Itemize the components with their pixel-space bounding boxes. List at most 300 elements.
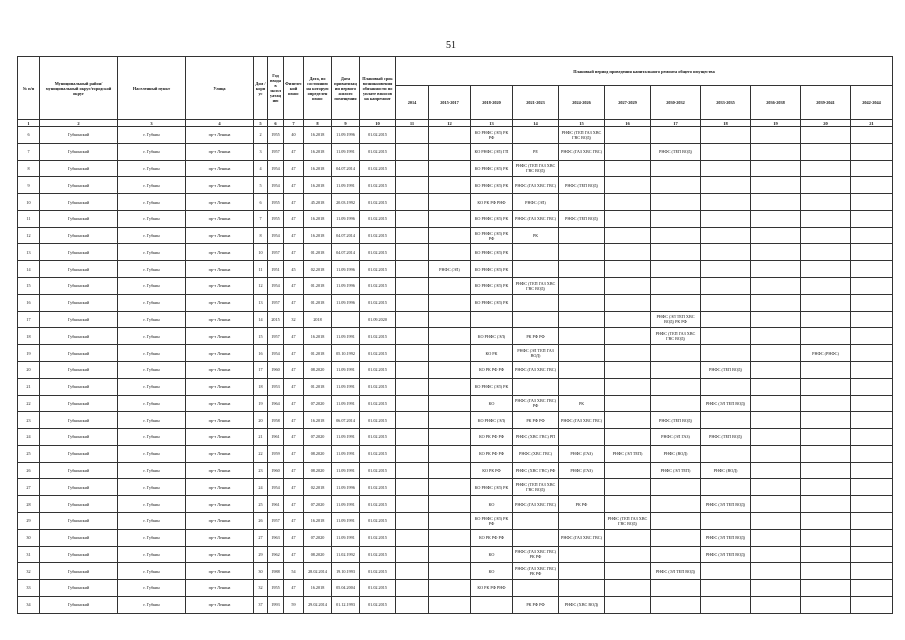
street-cell: пр-т Ленина [186, 160, 254, 177]
date-condition-cell: 16.2018 [304, 143, 332, 160]
row-number: 29 [18, 512, 40, 529]
date-obligation-cell: 01.02.2015 [360, 294, 396, 311]
date-condition-cell: 07.2020 [304, 529, 332, 546]
date-privatization-cell: 11.09.1991 [332, 445, 360, 462]
house-cell: 37 [254, 596, 268, 613]
period-cell: РНФС (ЭЛ ТЕП) [605, 445, 651, 462]
settlement-cell: г. Губкин [118, 177, 186, 194]
house-cell: 8 [254, 227, 268, 244]
period-cell [396, 160, 429, 177]
table-row [18, 328, 893, 345]
date-privatization-cell: 05.10.1992 [332, 345, 360, 362]
period-cell [851, 395, 893, 412]
period-cell [396, 227, 429, 244]
table-row [18, 462, 893, 479]
wear-cell: 47 [284, 395, 304, 412]
period-cell: РНФС (ГАЗ ХВС ГВС) [513, 496, 559, 513]
wear-cell: 47 [284, 227, 304, 244]
wear-cell: 47 [284, 160, 304, 177]
year-cell: 1963 [268, 529, 284, 546]
period-cell: РНФС (ЭЛ ТЕП ВОД) [651, 563, 701, 580]
period-cell [801, 512, 851, 529]
period-cell: КО РНФС (ЭЛ) РК [471, 210, 513, 227]
period-cell: РК РФ РФ [513, 328, 559, 345]
column-number: 13 [471, 120, 513, 127]
period-cell [751, 244, 801, 261]
year-cell: 1957 [268, 294, 284, 311]
period-cell [801, 529, 851, 546]
district-cell: Губкинский [40, 244, 118, 261]
year-cell: 1955 [268, 210, 284, 227]
date-privatization-cell: 11.09.1991 [332, 177, 360, 194]
district-cell: Губкинский [40, 462, 118, 479]
settlement-cell: г. Губкин [118, 563, 186, 580]
period-cell [701, 345, 751, 362]
settlement-cell: г. Губкин [118, 278, 186, 295]
period-cell [396, 429, 429, 446]
wear-cell: 47 [284, 210, 304, 227]
period-cell: РНФС (ГАЗ ХВС ГВС) [513, 177, 559, 194]
column-number: 18 [701, 120, 751, 127]
period-header: 2021-2023 [513, 86, 559, 120]
period-cell [801, 210, 851, 227]
date-privatization-cell: 04.07.2014 [332, 227, 360, 244]
period-cell [559, 429, 605, 446]
period-cell [429, 580, 471, 597]
house-cell: 24 [254, 479, 268, 496]
street-cell: пр-т Ленина [186, 529, 254, 546]
period-cell [605, 546, 651, 563]
street-cell: пр-т Ленина [186, 580, 254, 597]
period-cell [851, 462, 893, 479]
period-cell [651, 378, 701, 395]
date-privatization-cell: 19.10.1993 [332, 563, 360, 580]
district-cell: Губкинский [40, 127, 118, 144]
house-cell: 11 [254, 261, 268, 278]
wear-cell: 47 [284, 462, 304, 479]
period-cell [801, 445, 851, 462]
year-cell: 1993 [268, 596, 284, 613]
period-cell [651, 194, 701, 211]
period-cell [701, 412, 751, 429]
col-date-privatization-header: Дата приватизации первого жилого помещения [332, 57, 360, 120]
period-cell [605, 496, 651, 513]
date-condition-cell: 08.2020 [304, 361, 332, 378]
table-row [18, 429, 893, 446]
street-cell: пр-т Ленина [186, 378, 254, 395]
period-cell [701, 210, 751, 227]
period-cell [396, 596, 429, 613]
period-cell [429, 244, 471, 261]
date-obligation-cell: 01.02.2015 [360, 378, 396, 395]
district-cell: Губкинский [40, 596, 118, 613]
district-cell: Губкинский [40, 311, 118, 328]
period-cell [851, 127, 893, 144]
district-cell: Губкинский [40, 227, 118, 244]
period-cell [801, 429, 851, 446]
period-cell [851, 546, 893, 563]
settlement-cell: г. Губкин [118, 311, 186, 328]
column-number: 8 [304, 120, 332, 127]
date-privatization-cell: 04.07.2014 [332, 244, 360, 261]
column-number: 3 [118, 120, 186, 127]
period-cell: РК РФ РФ [513, 596, 559, 613]
table-row [18, 311, 893, 328]
period-cell [751, 160, 801, 177]
settlement-cell: г. Губкин [118, 479, 186, 496]
district-cell: Губкинский [40, 580, 118, 597]
period-cell: РНФС (ЭЛ ТЕП ВОД) [701, 496, 751, 513]
period-cell: РНФС (ГАЗ ХВС ГВС) РК РФ [513, 563, 559, 580]
street-cell: пр-т Ленина [186, 294, 254, 311]
date-condition-cell: 01.2018 [304, 294, 332, 311]
period-cell [396, 512, 429, 529]
period-cell: РНФС (ЭЛ ТЕП ХВС ВОД) РК РФ [651, 311, 701, 328]
period-cell [605, 596, 651, 613]
date-obligation-cell: 01.02.2015 [360, 143, 396, 160]
period-cell [751, 227, 801, 244]
date-condition-cell: 29.02.2014 [304, 596, 332, 613]
period-cell: РНФС (ЭЛ ТЕП ВОД) [701, 546, 751, 563]
district-cell: Губкинский [40, 194, 118, 211]
period-cell [396, 328, 429, 345]
year-cell: 1954 [268, 479, 284, 496]
date-condition-cell: 16.2018 [304, 512, 332, 529]
table-row [18, 512, 893, 529]
period-cell [701, 143, 751, 160]
period-cell [559, 160, 605, 177]
period-cell [429, 462, 471, 479]
period-cell [429, 345, 471, 362]
date-condition-cell: 45.2018 [304, 194, 332, 211]
period-cell [851, 445, 893, 462]
row-number: 7 [18, 143, 40, 160]
period-cell [801, 462, 851, 479]
period-cell [801, 496, 851, 513]
period-cell: КО РНФС (ЭЛ) РК [471, 278, 513, 295]
table-row [18, 529, 893, 546]
row-number: 15 [18, 278, 40, 295]
period-cell [396, 496, 429, 513]
date-privatization-cell: 11.09.1991 [332, 395, 360, 412]
period-cell [651, 294, 701, 311]
year-cell: 1988 [268, 563, 284, 580]
period-cell [851, 143, 893, 160]
period-cell [651, 227, 701, 244]
period-cell [513, 529, 559, 546]
period-cell [701, 227, 751, 244]
period-cell [801, 143, 851, 160]
house-cell: 19 [254, 395, 268, 412]
year-cell: 1960 [268, 361, 284, 378]
date-obligation-cell: 01.02.2015 [360, 345, 396, 362]
district-cell: Губкинский [40, 143, 118, 160]
wear-cell: 40 [284, 127, 304, 144]
period-cell [396, 210, 429, 227]
period-cell [701, 378, 751, 395]
year-cell: 1955 [268, 580, 284, 597]
period-cell [751, 294, 801, 311]
period-cell [559, 311, 605, 328]
house-cell: 12 [254, 278, 268, 295]
settlement-cell: г. Губкин [118, 496, 186, 513]
period-cell [605, 395, 651, 412]
period-cell [429, 479, 471, 496]
street-cell: пр-т Ленина [186, 143, 254, 160]
wear-cell: 47 [284, 445, 304, 462]
period-cell [396, 278, 429, 295]
period-cell [801, 378, 851, 395]
period-cell [605, 227, 651, 244]
period-cell: КО РНФС (ЭЛ) РК [471, 244, 513, 261]
table-row [18, 412, 893, 429]
year-cell: 1955 [268, 194, 284, 211]
col-wear-header: Физический износ [284, 57, 304, 120]
year-cell: 1957 [268, 328, 284, 345]
street-cell: пр-т Ленина [186, 412, 254, 429]
table-row [18, 160, 893, 177]
period-cell [751, 345, 801, 362]
table-row [18, 479, 893, 496]
table-row [18, 596, 893, 613]
district-cell: Губкинский [40, 563, 118, 580]
settlement-cell: г. Губкин [118, 596, 186, 613]
period-cell [801, 412, 851, 429]
wear-cell: 47 [284, 278, 304, 295]
date-condition-cell: 16.2018 [304, 227, 332, 244]
period-cell: РНФС (ХВС ГВС) РП [513, 429, 559, 446]
period-cell [801, 596, 851, 613]
period-cell [801, 278, 851, 295]
column-number: 2 [40, 120, 118, 127]
district-cell: Губкинский [40, 378, 118, 395]
settlement-cell: г. Губкин [118, 580, 186, 597]
settlement-cell: г. Губкин [118, 512, 186, 529]
date-condition-cell: 16.2018 [304, 160, 332, 177]
district-cell: Губкинский [40, 328, 118, 345]
period-cell: РНФС (ЭЛ ТЕП) [651, 462, 701, 479]
period-cell [605, 127, 651, 144]
period-cell [559, 278, 605, 295]
column-number: 20 [801, 120, 851, 127]
row-number: 8 [18, 160, 40, 177]
period-cell [429, 294, 471, 311]
period-cell [701, 261, 751, 278]
house-cell: 30 [254, 563, 268, 580]
table-row [18, 244, 893, 261]
period-cell: РНФС (ТЕП ВОД) [559, 177, 605, 194]
table-row [18, 563, 893, 580]
date-obligation-cell: 01.02.2015 [360, 479, 396, 496]
period-cell [651, 361, 701, 378]
column-number: 21 [851, 120, 893, 127]
house-cell: 18 [254, 378, 268, 395]
period-cell [429, 412, 471, 429]
period-cell [751, 496, 801, 513]
date-condition-cell: 16.2018 [304, 177, 332, 194]
period-cell: КО РК РФ РФ [471, 429, 513, 446]
year-cell: 1964 [268, 395, 284, 412]
street-cell: пр-т Ленина [186, 194, 254, 211]
date-obligation-cell: 01.09.2020 [360, 311, 396, 328]
period-cell [751, 177, 801, 194]
date-privatization-cell: 05.04.2004 [332, 580, 360, 597]
settlement-cell: г. Губкин [118, 345, 186, 362]
street-cell: пр-т Ленина [186, 596, 254, 613]
period-cell [751, 261, 801, 278]
period-cell [801, 311, 851, 328]
house-cell: 21 [254, 429, 268, 446]
period-cell: КО [471, 395, 513, 412]
row-number: 32 [18, 563, 40, 580]
period-cell [429, 395, 471, 412]
period-cell [559, 227, 605, 244]
period-cell [751, 512, 801, 529]
date-condition-cell: 16.2018 [304, 210, 332, 227]
period-cell [801, 546, 851, 563]
period-cell [605, 244, 651, 261]
row-number: 21 [18, 378, 40, 395]
period-cell: РНФС (ГАЗ) [559, 445, 605, 462]
period-cell: РНФС (ТЕП ГАЗ ХВС ГВС ВОД) [513, 479, 559, 496]
period-cell: КО РНФС (ЭЛ) ГП [471, 143, 513, 160]
row-number: 6 [18, 127, 40, 144]
street-cell: пр-т Ленина [186, 462, 254, 479]
period-cell [751, 194, 801, 211]
date-condition-cell: 07.2020 [304, 496, 332, 513]
house-cell: 20 [254, 412, 268, 429]
table-row [18, 143, 893, 160]
period-cell [605, 479, 651, 496]
period-cell: КО РНФС (ЭЛ) [471, 328, 513, 345]
col-district-header: Муниципальный район/ муниципальный округ/городской округ [40, 57, 118, 120]
period-cell [396, 395, 429, 412]
row-number: 11 [18, 210, 40, 227]
period-cell [851, 429, 893, 446]
period-cell [751, 479, 801, 496]
period-cell [559, 261, 605, 278]
period-cell: КО [471, 496, 513, 513]
period-cell: РНФС (ЭЛ ТЕП ВОД) [701, 529, 751, 546]
period-cell: КО РНФС (ЭЛ) РК [471, 177, 513, 194]
house-cell: 5 [254, 177, 268, 194]
period-cell: РНФС (ЭЛ) [429, 261, 471, 278]
period-cell [513, 244, 559, 261]
district-cell: Губкинский [40, 546, 118, 563]
table-row [18, 361, 893, 378]
period-cell [751, 378, 801, 395]
date-privatization-cell: 11.09.1991 [332, 378, 360, 395]
wear-cell: 47 [284, 529, 304, 546]
period-cell [605, 143, 651, 160]
house-cell: 6 [254, 194, 268, 211]
period-cell: РНФС (ГАЗ ХВС ГВС) РФ [513, 395, 559, 412]
period-cell [559, 378, 605, 395]
settlement-cell: г. Губкин [118, 261, 186, 278]
date-obligation-cell: 01.02.2015 [360, 210, 396, 227]
period-cell [651, 160, 701, 177]
period-cell: КО РНФС (ЭЛ) РК [471, 378, 513, 395]
row-number: 19 [18, 345, 40, 362]
house-cell: 14 [254, 311, 268, 328]
period-cell [429, 311, 471, 328]
date-privatization-cell: 04.07.2014 [332, 160, 360, 177]
date-condition-cell: 16.2018 [304, 412, 332, 429]
date-condition-cell: 08.2020 [304, 445, 332, 462]
period-cell: РК [513, 227, 559, 244]
table-row [18, 194, 893, 211]
row-number: 13 [18, 244, 40, 261]
period-cell [559, 294, 605, 311]
period-cell [605, 160, 651, 177]
period-cell [801, 361, 851, 378]
period-cell [801, 194, 851, 211]
settlement-cell: г. Губкин [118, 127, 186, 144]
district-cell: Губкинский [40, 177, 118, 194]
period-cell: РНФС (ГАЗ) [559, 462, 605, 479]
capital-repair-table [17, 56, 893, 614]
year-cell: 1954 [268, 177, 284, 194]
period-cell [751, 278, 801, 295]
period-cell: РНФС (ХВС ГВС) [513, 445, 559, 462]
period-cell [396, 546, 429, 563]
street-cell: пр-т Ленина [186, 328, 254, 345]
period-cell [429, 143, 471, 160]
period-cell [429, 378, 471, 395]
period-cell [851, 278, 893, 295]
period-header: 2036-2038 [751, 86, 801, 120]
wear-cell: 45 [284, 261, 304, 278]
table-row [18, 261, 893, 278]
period-cell [513, 378, 559, 395]
date-obligation-cell: 01.02.2015 [360, 596, 396, 613]
period-cell [605, 278, 651, 295]
year-cell: 1954 [268, 227, 284, 244]
district-cell: Губкинский [40, 529, 118, 546]
period-cell [605, 311, 651, 328]
period-cell [396, 261, 429, 278]
period-header: 2024-2026 [559, 86, 605, 120]
date-privatization-cell: 11.09.1991 [332, 529, 360, 546]
row-number: 28 [18, 496, 40, 513]
col-house-header: Дом / корпус [254, 57, 268, 120]
period-cell [396, 361, 429, 378]
district-cell: Губкинский [40, 496, 118, 513]
district-cell: Губкинский [40, 210, 118, 227]
year-cell: 1954 [268, 160, 284, 177]
period-cell [513, 127, 559, 144]
house-cell: 3 [254, 143, 268, 160]
page-number: 51 [446, 40, 456, 51]
date-obligation-cell: 01.02.2015 [360, 445, 396, 462]
period-cell [851, 210, 893, 227]
period-cell [605, 345, 651, 362]
period-cell [605, 328, 651, 345]
period-cell [851, 596, 893, 613]
date-condition-cell: 2018 [304, 311, 332, 328]
date-condition-cell: 16.2018 [304, 580, 332, 597]
row-number: 10 [18, 194, 40, 211]
year-cell: 1960 [268, 462, 284, 479]
date-privatization-cell: 11.09.1991 [332, 462, 360, 479]
date-obligation-cell: 01.02.2015 [360, 529, 396, 546]
period-cell [513, 261, 559, 278]
period-cell [851, 529, 893, 546]
period-cell: РНФС (ГАЗ ХВС ГВС) РК РФ [513, 546, 559, 563]
table-row [18, 378, 893, 395]
year-cell: 1961 [268, 429, 284, 446]
period-cell: РНФС (ХВС ВОД) [559, 596, 605, 613]
